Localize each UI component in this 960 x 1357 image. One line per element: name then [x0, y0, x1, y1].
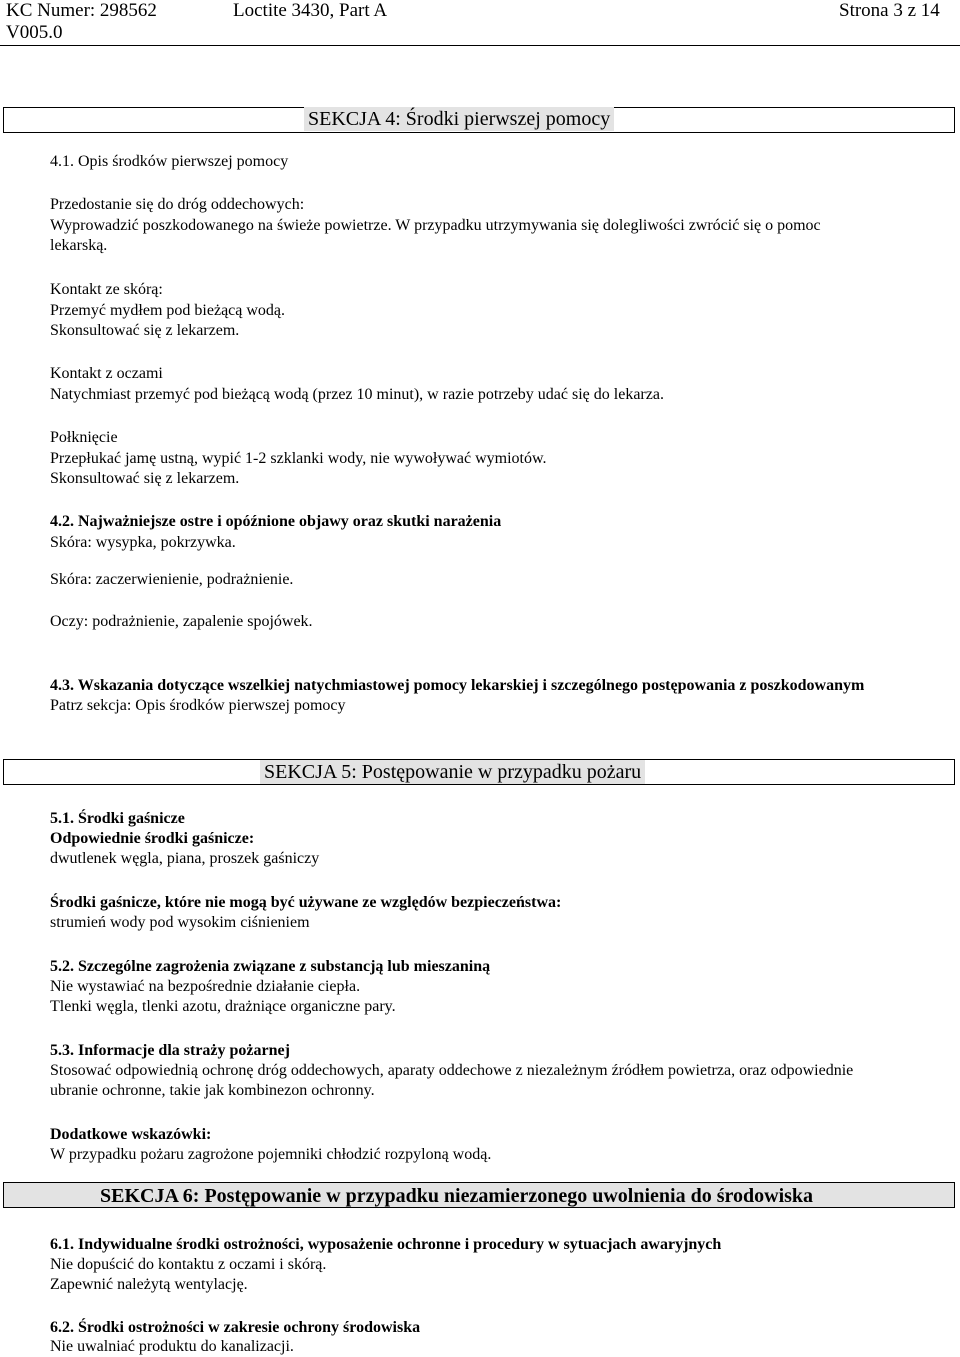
hazards-text-1: Nie wystawiać na bezpośrednie działanie ciepła.	[50, 978, 361, 995]
symptom-2: Skóra: zaczerwienienie, podrażnienie.	[50, 571, 294, 588]
subsection-5-1: 5.1. Środki gaśnicze	[50, 810, 185, 827]
ingestion-text-2: Skonsultować się z lekarzem.	[50, 470, 240, 487]
skin-heading: Kontakt ze skórą:	[50, 281, 163, 298]
unsuitable-media-text: strumień wody pod wysokim ciśnieniem	[50, 914, 310, 931]
precautions-text-2: Zapewnić należytą wentylację.	[50, 1276, 248, 1293]
header-divider	[0, 45, 960, 46]
skin-text-1: Przemyć mydłem pod bieżącą wodą.	[50, 302, 286, 319]
symptom-1: Skóra: wysypka, pokrzywka.	[50, 534, 236, 551]
unsuitable-media-heading: Środki gaśnicze, które nie mogą być używane ze względów bezpieczeństwa:	[50, 894, 562, 911]
inhalation-text-1: Wyprowadzić poszkodowanego na świeże powietrze. W przypadku utrzymywania się dolegliwości zwrócić się o pomoc	[50, 217, 821, 234]
eye-heading: Kontakt z oczami	[50, 365, 163, 382]
ingestion-heading: Połknięcie	[50, 429, 118, 446]
additional-advice-text: W przypadku pożaru zagrożone pojemniki chłodzić rozpyloną wodą.	[50, 1146, 492, 1163]
section-5-title: SEKCJA 5: Postępowanie w przypadku pożaru	[260, 760, 645, 784]
section-6-title: SEKCJA 6: Postępowanie w przypadku niezamierzonego uwolnienia do środowiska	[100, 1185, 814, 1207]
subsection-4-2: 4.2. Najważniejsze ostre i opóźnione objawy oraz skutki narażenia	[50, 513, 502, 530]
product-name: Loctite 3430, Part A	[233, 0, 388, 21]
suitable-media-heading: Odpowiednie środki gaśnicze:	[50, 830, 255, 847]
environment-text-1: Nie uwalniać produktu do kanalizacji.	[50, 1338, 294, 1355]
subsection-6-1: 6.1. Indywidualne środki ostrożności, wyposażenie ochronne i procedury w sytuacjach awaryjnych	[50, 1236, 722, 1253]
subsection-6-2: 6.2. Środki ostrożności w zakresie ochrony środowiska	[50, 1319, 421, 1336]
additional-advice-heading: Dodatkowe wskazówki:	[50, 1126, 212, 1143]
symptom-3: Oczy: podrażnienie, zapalenie spojówek.	[50, 613, 313, 630]
page-number: Strona 3 z 14	[839, 0, 940, 21]
precautions-text-1: Nie dopuścić do kontaktu z oczami i skórą.	[50, 1256, 327, 1273]
skin-text-2: Skonsultować się z lekarzem.	[50, 322, 240, 339]
hazards-text-2: Tlenki węgla, tlenki azotu, drażniące organiczne pary.	[50, 998, 396, 1015]
subsection-5-2: 5.2. Szczególne zagrożenia związane z substancją lub mieszaniną	[50, 958, 491, 975]
section-4-title: SEKCJA 4: Środki pierwszej pomocy	[304, 107, 614, 131]
firefighter-text-1: Stosować odpowiednią ochronę dróg oddechowych, aparaty oddechowe z niezależnym źródłem powietrza, oraz odpowiednie	[50, 1062, 854, 1079]
subsection-4-1: 4.1. Opis środków pierwszej pomocy	[50, 153, 289, 170]
eye-text-1: Natychmiast przemyć pod bieżącą wodą (przez 10 minut), w razie potrzeby udać się do lekarza.	[50, 386, 664, 403]
version: V005.0	[6, 22, 63, 43]
subsection-4-3-text: Patrz sekcja: Opis środków pierwszej pomocy	[50, 697, 346, 714]
subsection-4-3: 4.3. Wskazania dotyczące wszelkiej natychmiastowej pomocy lekarskiej i szczególnego postępowania z poszkodowanym	[50, 677, 865, 694]
firefighter-text-2: ubranie ochronne, takie jak kombinezon ochronny.	[50, 1082, 375, 1099]
kc-number: KC Numer: 298562	[6, 0, 157, 21]
inhalation-text-2: lekarską.	[50, 237, 108, 254]
subsection-5-3: 5.3. Informacje dla straży pożarnej	[50, 1042, 290, 1059]
suitable-media-text: dwutlenek węgla, piana, proszek gaśniczy	[50, 850, 320, 867]
ingestion-text-1: Przepłukać jamę ustną, wypić 1-2 szklanki wody, nie wywoływać wymiotów.	[50, 450, 547, 467]
inhalation-heading: Przedostanie się do dróg oddechowych:	[50, 196, 305, 213]
